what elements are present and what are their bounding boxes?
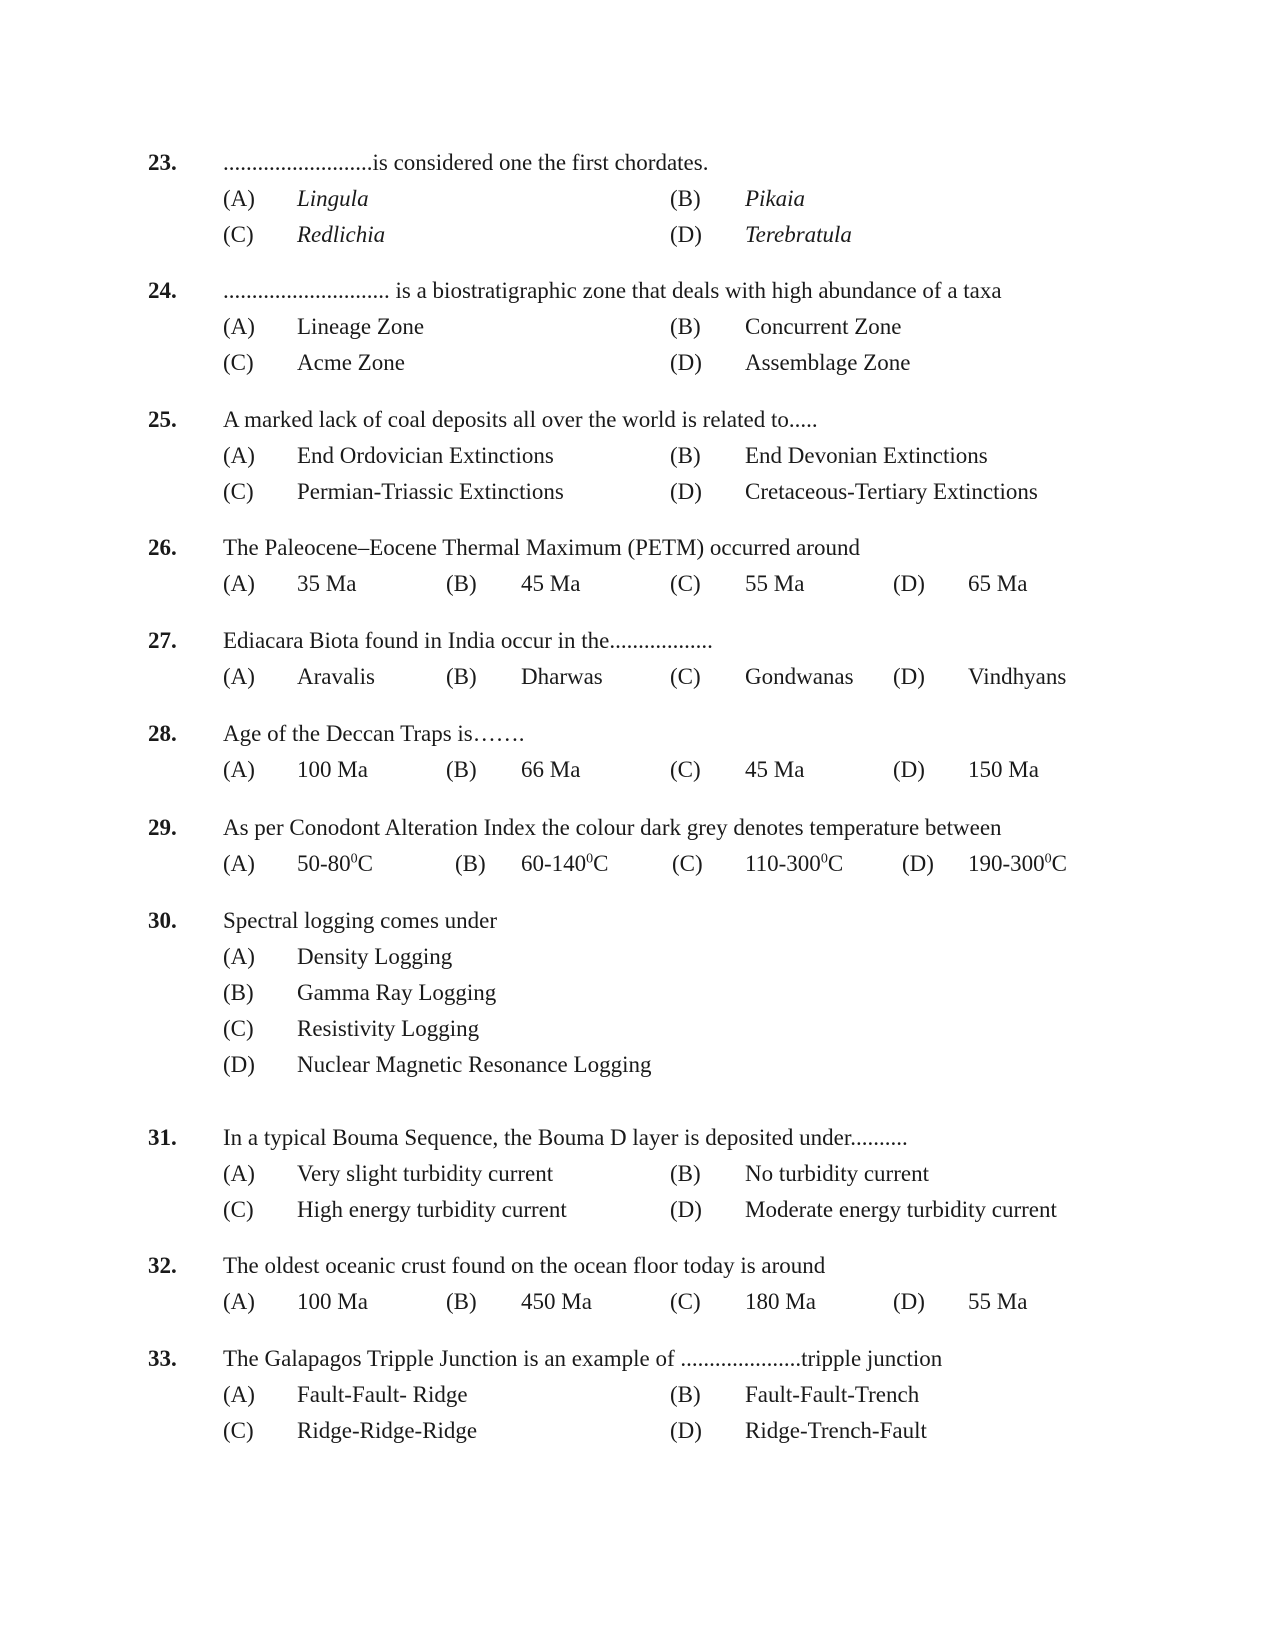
option-label-d: (D) xyxy=(893,571,925,596)
question-29 xyxy=(0,810,1275,882)
question-text: Age of the Deccan Traps is……. xyxy=(223,721,525,746)
option-label-d: (D) xyxy=(670,350,702,375)
option-label-b: (B) xyxy=(670,314,701,339)
option-label-b: (B) xyxy=(446,571,477,596)
question-number: 30. xyxy=(148,908,177,933)
option-label-a: (A) xyxy=(223,1161,255,1186)
option-label-a: (A) xyxy=(223,944,255,969)
option-label-b: (B) xyxy=(670,1382,701,1407)
question-number: 31. xyxy=(148,1125,177,1150)
option-text-d: Terebratula xyxy=(745,222,852,247)
option-text-b: Concurrent Zone xyxy=(745,314,902,339)
option-label-b: (B) xyxy=(223,980,254,1005)
question-text: ..........................is considered one the first chordates. xyxy=(223,150,709,175)
question-number: 27. xyxy=(148,628,177,653)
option-label-b: (B) xyxy=(670,443,701,468)
option-label-c: (C) xyxy=(670,571,701,596)
option-label-a: (A) xyxy=(223,664,255,689)
option-text-a: Aravalis xyxy=(297,664,375,689)
question-number: 23. xyxy=(148,150,177,175)
question-text: Spectral logging comes under xyxy=(223,908,498,933)
question-text: As per Conodont Alteration Index the colour dark grey denotes temperature between xyxy=(223,815,1002,840)
question-26 xyxy=(0,530,1275,602)
option-label-d: (D) xyxy=(893,757,925,782)
option-text-b: Dharwas xyxy=(521,664,603,689)
option-label-c: (C) xyxy=(672,851,703,876)
option-label-c: (C) xyxy=(670,1289,701,1314)
option-label-c: (C) xyxy=(223,1016,254,1041)
option-text-b: End Devonian Extinctions xyxy=(745,443,988,468)
question-number: 26. xyxy=(148,535,177,560)
option-text-b: Fault-Fault-Trench xyxy=(745,1382,920,1407)
option-text-d: Nuclear Magnetic Resonance Logging xyxy=(297,1052,652,1077)
option-label-a: (A) xyxy=(223,443,255,468)
option-text-b: No turbidity current xyxy=(745,1161,929,1186)
option-label-b: (B) xyxy=(446,1289,477,1314)
option-label-a: (A) xyxy=(223,571,255,596)
option-label-b: (B) xyxy=(455,851,486,876)
option-text-a: Lineage Zone xyxy=(297,314,425,339)
option-label-d: (D) xyxy=(670,1197,702,1222)
option-label-b: (B) xyxy=(446,664,477,689)
option-label-a: (A) xyxy=(223,851,255,876)
option-text-a: $50-80^0C$ xyxy=(297,851,374,876)
question-text: The Galapagos Tripple Junction is an example of .....................tripple junction xyxy=(223,1346,943,1371)
option-text-c: 45 Ma xyxy=(745,757,805,782)
option-label-b: (B) xyxy=(446,757,477,782)
option-text-d: 55 Ma xyxy=(968,1289,1028,1314)
option-label-d: (D) xyxy=(670,479,702,504)
question-31 xyxy=(0,1120,1275,1228)
option-text-d: $190-300^0C$ xyxy=(968,851,1068,876)
option-label-c: (C) xyxy=(223,1418,254,1443)
option-label-d: (D) xyxy=(223,1052,255,1077)
question-27 xyxy=(0,623,1275,695)
option-label-c: (C) xyxy=(223,1197,254,1222)
option-label-b: (B) xyxy=(670,1161,701,1186)
question-number: 28. xyxy=(148,721,177,746)
question-text: The oldest oceanic crust found on the ocean floor today is around xyxy=(223,1253,826,1278)
option-label-a: (A) xyxy=(223,757,255,782)
option-text-b: Gamma Ray Logging xyxy=(297,980,497,1005)
option-label-b: (B) xyxy=(670,186,701,211)
option-label-a: (A) xyxy=(223,314,255,339)
option-text-d: Moderate energy turbidity current xyxy=(745,1197,1057,1222)
option-text-d: Cretaceous-Tertiary Extinctions xyxy=(745,479,1038,504)
option-text-b: 450 Ma xyxy=(521,1289,592,1314)
question-text: ............................. is a biostratigraphic zone that deals with high abundance of a taxa xyxy=(223,278,1002,303)
option-label-c: (C) xyxy=(223,479,254,504)
option-text-c: Permian-Triassic Extinctions xyxy=(297,479,564,504)
question-number: 29. xyxy=(148,815,177,840)
option-label-a: (A) xyxy=(223,186,255,211)
option-text-d: Ridge-Trench-Fault xyxy=(745,1418,927,1443)
question-25 xyxy=(0,402,1275,510)
option-text-c: Redlichia xyxy=(297,222,386,247)
question-text: A marked lack of coal deposits all over the world is related to..... xyxy=(223,407,818,432)
option-text-c: Ridge-Ridge-Ridge xyxy=(297,1418,478,1443)
question-32 xyxy=(0,1248,1275,1320)
option-text-a: End Ordovician Extinctions xyxy=(297,443,554,468)
option-text-c: $110-300^0C$ xyxy=(745,851,844,876)
option-text-c: 55 Ma xyxy=(745,571,805,596)
option-text-c: High energy turbidity current xyxy=(297,1197,567,1222)
option-text-a: 35 Ma xyxy=(297,571,357,596)
option-text-d: 150 Ma xyxy=(968,757,1039,782)
option-label-c: (C) xyxy=(670,757,701,782)
option-text-c: Resistivity Logging xyxy=(297,1016,480,1041)
question-text: Ediacara Biota found in India occur in the.................. xyxy=(223,628,713,653)
question-text: The Paleocene–Eocene Thermal Maximum (PETM) occurred around xyxy=(223,535,860,560)
option-text-a: 100 Ma xyxy=(297,757,368,782)
option-text-d: Vindhyans xyxy=(968,664,1067,689)
option-label-d: (D) xyxy=(893,664,925,689)
question-number: 24. xyxy=(148,278,177,303)
option-label-d: (D) xyxy=(893,1289,925,1314)
option-text-b: 45 Ma xyxy=(521,571,581,596)
option-text-b: Pikaia xyxy=(745,186,806,211)
option-label-d: (D) xyxy=(902,851,934,876)
option-text-d: 65 Ma xyxy=(968,571,1028,596)
option-text-c: Acme Zone xyxy=(297,350,405,375)
option-text-c: Gondwanas xyxy=(745,664,854,689)
option-text-a: Density Logging xyxy=(297,944,453,969)
question-number: 33. xyxy=(148,1346,177,1371)
option-label-a: (A) xyxy=(223,1382,255,1407)
question-text: In a typical Bouma Sequence, the Bouma D layer is deposited under.......... xyxy=(223,1125,908,1150)
question-number: 32. xyxy=(148,1253,177,1278)
option-label-a: (A) xyxy=(223,1289,255,1314)
option-label-c: (C) xyxy=(670,664,701,689)
option-text-a: Very slight turbidity current xyxy=(297,1161,554,1186)
question-33 xyxy=(0,1341,1275,1449)
question-23 xyxy=(0,145,1275,253)
question-24 xyxy=(0,273,1275,381)
option-text-a: Lingula xyxy=(297,186,369,211)
option-text-a: Fault-Fault- Ridge xyxy=(297,1382,468,1407)
option-label-c: (C) xyxy=(223,222,254,247)
option-text-a: 100 Ma xyxy=(297,1289,368,1314)
option-text-c: 180 Ma xyxy=(745,1289,816,1314)
question-number: 25. xyxy=(148,407,177,432)
option-text-b: $60-140^0C$ xyxy=(521,851,609,876)
question-30 xyxy=(0,903,1275,1083)
option-label-d: (D) xyxy=(670,222,702,247)
option-label-c: (C) xyxy=(223,350,254,375)
option-text-d: Assemblage Zone xyxy=(745,350,911,375)
question-28 xyxy=(0,716,1275,788)
option-label-d: (D) xyxy=(670,1418,702,1443)
option-text-b: 66 Ma xyxy=(521,757,581,782)
